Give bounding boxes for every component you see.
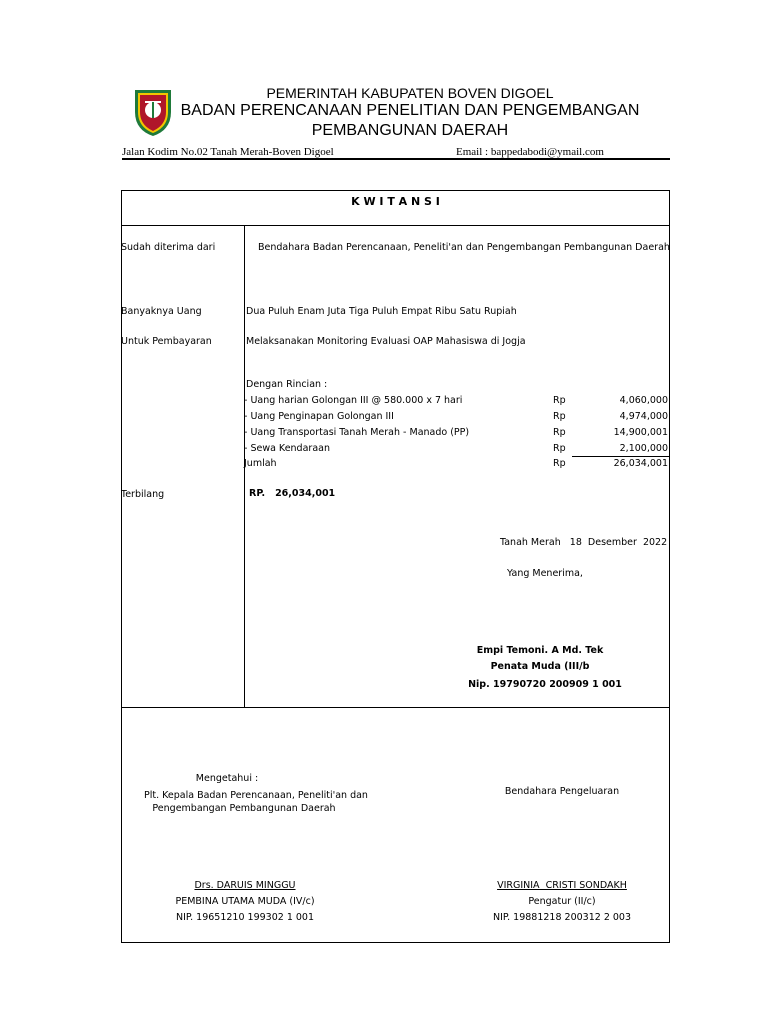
line-item-desc: - Sewa Kendaraan <box>244 443 330 454</box>
agency-name-line1: BADAN PERENCANAAN PENELITIAN DAN PENGEMBANGAN <box>180 102 640 119</box>
line-item-amount: 2,100,000 <box>619 443 668 454</box>
purpose-value: Melaksanakan Monitoring Evaluasi OAP Mahasiswa di Jogja <box>246 336 526 347</box>
title-divider <box>121 225 670 226</box>
head-title-line2: Pengembangan Pembangunan Daerah <box>152 803 336 814</box>
amount-label: Banyaknya Uang <box>121 306 202 317</box>
received-from-label: Sudah diterima dari <box>121 242 216 253</box>
approval-box <box>121 707 670 943</box>
place-date: Tanah Merah 18 Desember 2022 <box>500 537 668 548</box>
line-item-currency: Rp <box>553 427 566 438</box>
received-from-value: Bendahara Badan Perencanaan, Peneliti'an dan Pengembangan Pembangunan Daerah <box>258 242 670 253</box>
total-label: Jumlah <box>244 458 277 469</box>
treasurer-title: Bendahara Pengeluaran <box>504 786 620 797</box>
receiver-title: Yang Menerima, <box>507 568 583 579</box>
line-item-desc: - Uang Transportasi Tanah Merah - Manado (PP) <box>244 427 470 438</box>
total-amount: 26,034,001 <box>613 458 668 469</box>
line-item-desc: - Uang Penginapan Golongan III <box>244 411 394 422</box>
line-item-currency: Rp <box>553 411 566 422</box>
sum-underline <box>572 456 670 457</box>
receiver-name: Empi Temoni. A Md. Tek <box>476 645 604 656</box>
terbilang-value: RP. 26,034,001 <box>249 488 336 499</box>
treasurer-name: VIRGINIA CRISTI SONDAKH <box>497 880 627 891</box>
head-nip: NIP. 19651210 199302 1 001 <box>175 912 315 923</box>
agency-name-line2: PEMBANGUNAN DAERAH <box>311 122 509 139</box>
header-divider <box>122 158 670 160</box>
line-item-amount: 14,900,001 <box>613 427 668 438</box>
head-name: Drs. DARUIS MINGGU <box>194 880 296 891</box>
office-address: Jalan Kodim No.02 Tanah Merah-Boven Digoel <box>122 146 334 158</box>
treasurer-nip: NIP. 19881218 200312 2 003 <box>492 912 632 923</box>
acknowledge-label: Mengetahui : <box>195 773 259 784</box>
line-item-currency: Rp <box>553 395 566 406</box>
treasurer-rank: Pengatur (II/c) <box>528 896 596 907</box>
office-email: Email : bappedabodi@ymail.com <box>456 146 604 158</box>
amount-words: Dua Puluh Enam Juta Tiga Puluh Empat Ribu Satu Rupiah <box>246 306 517 317</box>
terbilang-label: Terbilang <box>121 489 165 500</box>
line-item-amount: 4,060,000 <box>619 395 668 406</box>
total-currency: Rp <box>553 458 566 469</box>
line-item-desc: - Uang harian Golongan III @ 580.000 x 7 hari <box>244 395 463 406</box>
government-name: PEMERINTAH KABUPATEN BOVEN DIGOEL <box>266 85 554 101</box>
receiver-nip: Nip. 19790720 200909 1 001 <box>468 679 622 690</box>
line-item-amount: 4,974,000 <box>619 411 668 422</box>
purpose-label: Untuk Pembayaran <box>121 336 212 347</box>
receiver-rank: Penata Muda (III/b <box>490 661 590 672</box>
head-title-line1: Plt. Kepala Badan Perencanaan, Peneliti'an dan <box>144 790 368 801</box>
details-header: Dengan Rincian : <box>246 379 328 390</box>
head-rank: PEMBINA UTAMA MUDA (IV/c) <box>175 896 315 907</box>
receipt-title: K W I T A N S I <box>351 195 440 208</box>
line-item-currency: Rp <box>553 443 566 454</box>
